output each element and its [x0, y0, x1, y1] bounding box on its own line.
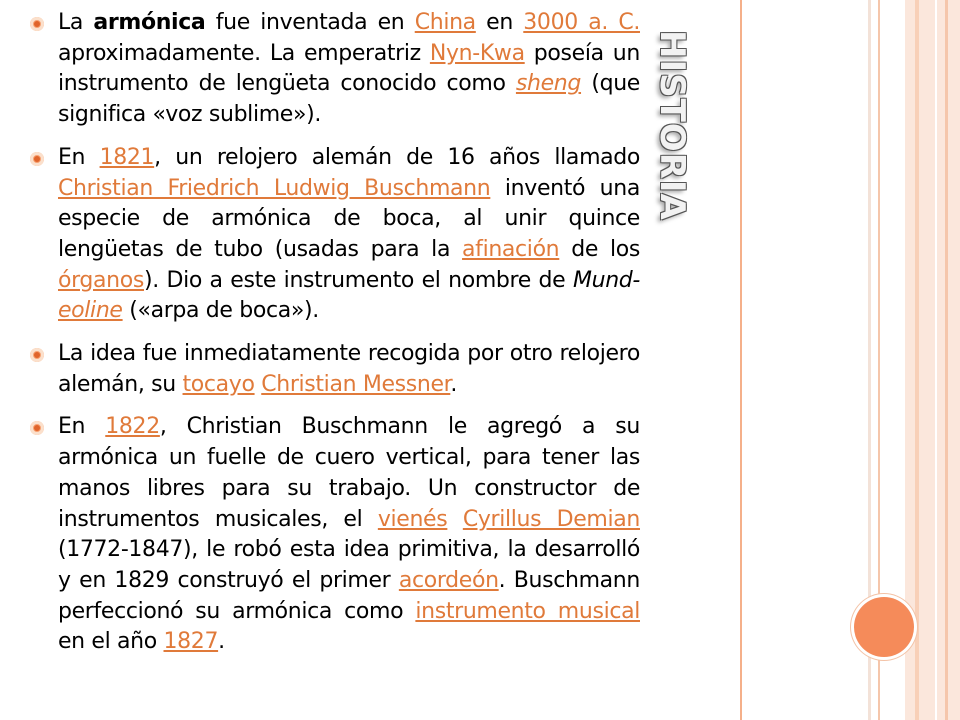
- decorative-line: [945, 0, 948, 720]
- text: («arpa de boca»).: [122, 298, 319, 324]
- link-buschmann[interactable]: Christian Friedrich Ludwig Buschmann: [58, 175, 491, 201]
- title-area: [652, 30, 722, 230]
- paragraph-3: [30, 339, 640, 400]
- link-1821[interactable]: 1821: [99, 144, 155, 170]
- decorative-fill: [905, 0, 960, 720]
- link-vienes[interactable]: vienés: [377, 506, 448, 532]
- text: ). Dio a este instrumento el nombre de: [143, 267, 573, 293]
- link-organos[interactable]: órganos: [58, 267, 144, 293]
- text: aproximadamente. La emperatriz: [58, 40, 430, 66]
- link-china[interactable]: China: [414, 10, 476, 35]
- decorative-circle: [854, 597, 914, 657]
- text: (que significa «voz sublime»).: [58, 71, 640, 128]
- decorative-line: [740, 0, 742, 720]
- text: .: [450, 371, 457, 397]
- link-instrumento-musical[interactable]: instrumento musical: [415, 598, 640, 624]
- link-1822[interactable]: 1822: [105, 414, 160, 440]
- bullet-icon: [30, 17, 44, 31]
- bullet-icon: [30, 152, 44, 166]
- text: , Christian Buschmann le agregó a su armónica un fuelle de cuero vertical, para tener las manos libres para su trabajo. Un constructor de instrumentos musicales, el: [58, 414, 640, 532]
- text: .: [218, 629, 225, 655]
- content-area: [30, 8, 640, 670]
- link-eoline[interactable]: eoline: [58, 298, 123, 324]
- link-afinacion[interactable]: afinación: [462, 236, 560, 262]
- text: (1772-1847), le robó esta idea primitiva, la desarrolló y en 1829 construyó el primer: [58, 537, 640, 593]
- text: , un relojero alemán de 16 años llamado: [154, 144, 641, 170]
- slide-title: HISTORIA: [652, 30, 692, 221]
- text: inventó una especie de armónica de boca, al unir quince lengüetas de tubo (usadas para la: [58, 175, 640, 262]
- paragraph-2: [30, 143, 640, 327]
- text: [447, 507, 462, 532]
- text: poseía un instrumento de lengüeta conocido como: [58, 40, 640, 97]
- link-sheng[interactable]: sheng: [515, 71, 582, 97]
- link-messner[interactable]: Christian Messner: [261, 371, 451, 397]
- link-3000-bc[interactable]: 3000 a. C.: [523, 10, 640, 35]
- link-acordeon[interactable]: acordeón: [398, 567, 499, 593]
- link-1827[interactable]: 1827: [163, 629, 219, 655]
- text: En: [58, 414, 106, 440]
- paragraph-1: [30, 8, 640, 131]
- text: . Buschmann perfeccionó su armónica como: [58, 567, 640, 624]
- text: en el año: [58, 629, 164, 655]
- text: en: [475, 10, 524, 35]
- bullet-icon: [30, 421, 44, 435]
- text: fue inventada en: [205, 10, 415, 35]
- text: de los: [559, 236, 640, 262]
- bullet-icon: [30, 348, 44, 362]
- bold-text: armónica: [93, 10, 206, 35]
- decorative-line: [935, 0, 937, 720]
- link-nyn-kwa[interactable]: Nyn-Kwa: [429, 40, 525, 66]
- italic-text: Mund-: [572, 267, 640, 293]
- text: La idea fue inmediatamente recogida por otro relojero alemán, su: [58, 341, 640, 397]
- link-cyrillus-demian[interactable]: Cyrillus Demian: [462, 506, 640, 532]
- text: La: [58, 10, 94, 35]
- link-tocayo[interactable]: tocayo: [182, 371, 255, 397]
- text: En: [58, 144, 100, 170]
- paragraph-4: [30, 412, 640, 658]
- decorative-line: [915, 0, 919, 720]
